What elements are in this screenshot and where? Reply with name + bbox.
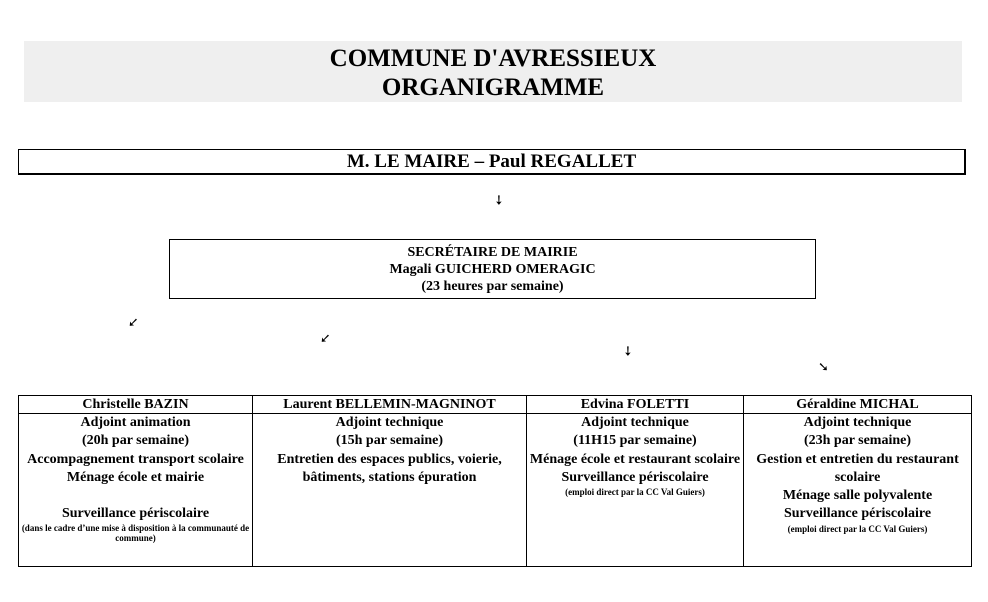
staff-hours: (15h par semaine) [335,433,444,449]
staff-name: Christelle BAZIN [19,396,253,414]
staff-duty: Ménage école et mairie [66,469,205,485]
staff-role: Adjoint animation [80,415,191,430]
table-row [19,414,972,567]
staff-role: Adjoint technique [581,415,689,430]
staff-duty: Ménage école et restaurant scolaire [529,451,741,467]
staff-duty: Surveillance périscolaire [61,506,210,522]
secretary-name: Magali GUICHERD OMERAGIC [389,262,596,277]
staff-hours: (20h par semaine) [81,433,190,449]
staff-cell [253,414,527,567]
staff-duty: Surveillance périscolaire [783,506,932,522]
staff-name: Edvina FOLETTI [527,396,744,414]
spacer [21,487,250,505]
secretary-hours: (23 heures par semaine) [421,279,564,294]
staff-cell [744,414,972,567]
staff-note: (dans le cadre d’une mise à disposition à la communauté de commune) [21,523,250,544]
organigram-title: ORGANIGRAMME [381,74,605,101]
mayor-label: M. LE MAIRE – Paul REGALLET [346,151,637,172]
staff-name: Laurent BELLEMIN-MAGNINOT [253,396,527,414]
staff-duty: Accompagnement transport scolaire [27,451,244,467]
mayor-box [18,149,966,175]
down-arrow-icon: ➘ [489,191,508,210]
down-arrow-icon: ➘ [618,342,637,361]
staff-role: Adjoint technique [803,415,912,430]
down-left-arrow-icon: ➘ [124,317,140,328]
staff-duty: Ménage salle polyvalente [782,488,933,504]
staff-duty: Gestion et entretien du restaurant scolaire [756,451,959,485]
staff-name: Géraldine MICHAL [744,396,972,414]
down-left-arrow-icon: ➘ [316,333,332,344]
staff-cell [527,414,744,567]
staff-duty: Entretien des espaces publics, voierie, bâtiments, stations épuration [277,451,502,485]
staff-duty: Surveillance périscolaire [561,469,709,485]
title-banner [24,41,962,102]
table-header-row [19,396,972,414]
staff-role: Adjoint technique [335,415,444,430]
staff-cell [19,414,253,567]
staff-note: (emploi direct par la CC Val Guiers) [565,487,705,498]
staff-note: (emploi direct par la CC Val Guiers) [787,523,928,534]
staff-hours: (11H15 par semaine) [573,433,697,449]
staff-hours: (23h par semaine) [803,433,912,449]
commune-title: COMMUNE D'AVRESSIEUX [329,45,657,72]
down-right-arrow-icon: ➘ [818,360,829,375]
secretary-box [169,239,816,299]
secretary-role: SECRÉTAIRE DE MAIRIE [407,245,578,260]
staff-table [18,395,972,567]
